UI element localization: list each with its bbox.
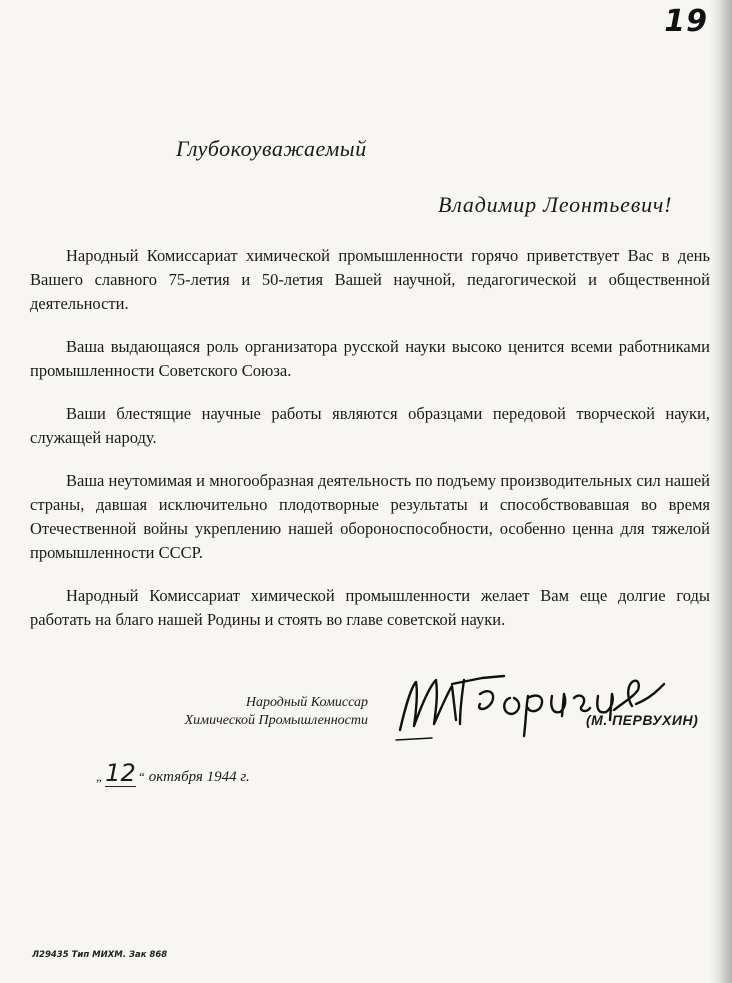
- paragraph: Народный Комиссариат химической промышленности горячо приветствует Вас в день Вашего славного 75-летия и 50-летия Вашей научной, педагогической и общественной деятельности.: [30, 246, 710, 313]
- handwritten-signature: [392, 664, 692, 744]
- signatory-title-line1: Народный Комиссар: [245, 695, 368, 710]
- date-close-quote: “: [137, 769, 146, 784]
- letter-date: [96, 760, 250, 790]
- archive-page-number: 19: [664, 4, 708, 39]
- paragraph: Ваша неутомимая и многообразная деятельность по подъему производительных сил нашей страны, давшая исключительно плодотворные результаты и способствовавшая во время Отечественной войны укреплению нашей обороноспособности, особенно ценна для тяжелой промышленности СССР.: [30, 471, 710, 562]
- paragraph: Народный Комиссариат химической промышленности желает Вам еще долгие годы работать на благо нашей Родины и стоять во главе советской науки.: [30, 586, 710, 629]
- date-open-quote: „: [96, 769, 104, 784]
- paragraph: Ваши блестящие научные работы являются образцами передовой творческой науки, служащей народу.: [30, 404, 710, 447]
- scan-edge-shadow: [710, 0, 732, 983]
- printer-imprint: Л29435 Тип МИХМ. Зак 868: [32, 950, 168, 960]
- salutation: Глубокоуважаемый: [176, 136, 367, 161]
- signatory-title-line2: Химической Промышленности: [184, 713, 368, 728]
- date-month-year: октября 1944 г.: [148, 769, 250, 785]
- signer-name: (М. ПЕРВУХИН): [586, 712, 699, 728]
- signatory-title: [168, 694, 368, 730]
- date-day: 12: [105, 759, 136, 787]
- addressee-name: Владимир Леонтьевич!: [438, 192, 673, 217]
- letter-body: [30, 244, 710, 651]
- paragraph: Ваша выдающаяся роль организатора русской науки высоко ценится всеми работниками промышленности Советского Союза.: [30, 337, 710, 380]
